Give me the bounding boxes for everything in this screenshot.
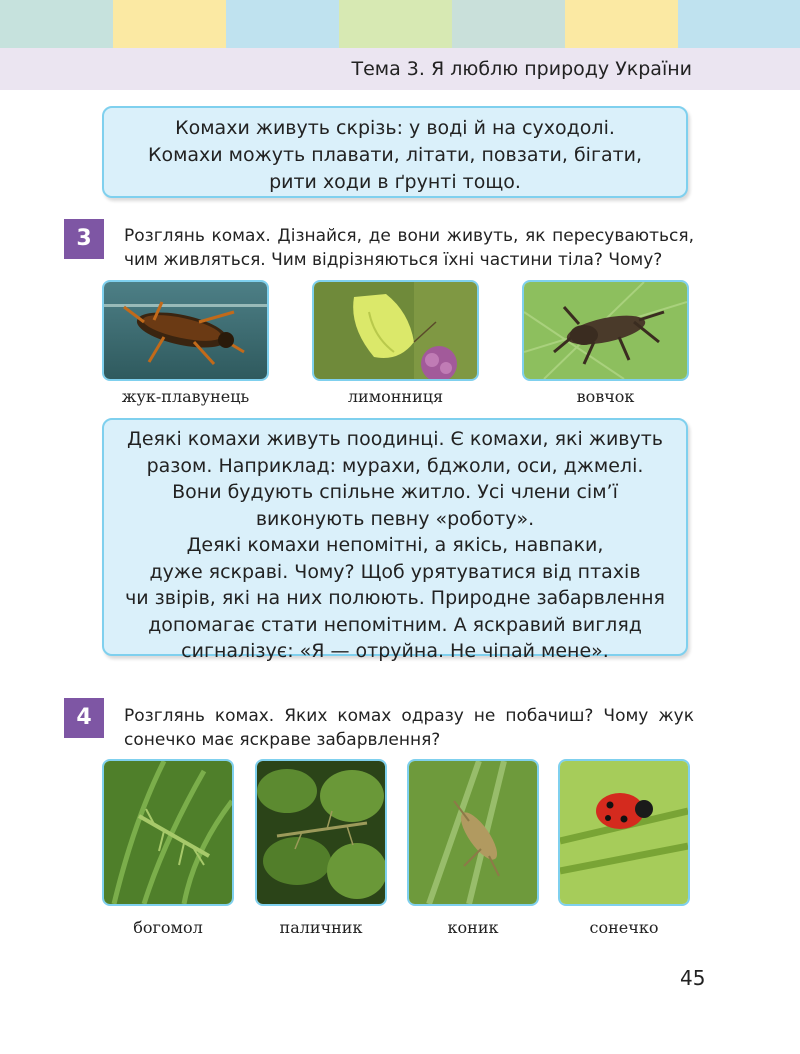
stripe-7: [678, 0, 800, 48]
photo-grasshopper: [407, 759, 539, 906]
task-number-3: 3: [64, 219, 104, 259]
info2-line: сигналізує: «Я — отруйна. Не чіпай мене».: [181, 640, 609, 662]
photo-stick-insect: [255, 759, 387, 906]
info2-line: допомагає стати непомітним. А яскравий вигляд: [148, 613, 642, 636]
task3-text: Розглянь комах. Дізнайся, де вони живуть, як пересуваються, чим живляться. Чим відрізняються їхні частини тіла? Чому?: [124, 226, 694, 270]
info2-line: чи звірів, які на них полюють. Природне забарвлення: [125, 587, 665, 609]
photo-ladybird: [558, 759, 690, 906]
caption-diving-beetle: жук-плавунець: [121, 387, 250, 406]
info2-line: дуже яскраві. Чому? Щоб урятуватися від птахів: [149, 560, 641, 583]
caption-mole-cricket: вовчок: [576, 387, 635, 406]
info-box-social-insects: [102, 418, 688, 662]
stripe-4: [339, 0, 452, 48]
info1-line: рити ходи в ґрунті тощо.: [269, 171, 521, 193]
photo-mole-cricket: [522, 280, 689, 381]
info2-line: Деякі комахи живуть поодинці. Є комахи, які живуть: [127, 428, 663, 450]
caption-stick-insect: паличник: [279, 918, 363, 937]
topic-title: Тема 3. Я люблю природу України: [351, 58, 692, 80]
caption-mantis: богомол: [133, 918, 203, 937]
stripe-3: [226, 0, 339, 48]
page-number: 45: [680, 966, 706, 990]
info2-line: Деякі комахи непомітні, а якісь, навпаки,: [186, 534, 604, 556]
caption-brimstone: лимонниця: [347, 387, 444, 406]
photo-brimstone: [312, 280, 479, 381]
stripe-1: [0, 0, 113, 48]
photo-mantis: [102, 759, 234, 906]
info2-line: виконують певну «роботу».: [255, 507, 535, 530]
caption-ladybird: сонечко: [589, 918, 659, 937]
header-color-stripes: [0, 0, 800, 48]
info1-line: Комахи можуть плавати, літати, повзати, бігати,: [147, 144, 643, 166]
info1-line: Комахи живуть скрізь: у воді й на суходолі.: [175, 117, 615, 139]
info2-line: разом. Наприклад: мурахи, бджоли, оси, джмелі.: [146, 454, 644, 477]
info2-line: Вони будують спільне житло. Усі члени сім’ї: [172, 481, 618, 503]
task-number-4: 4: [64, 698, 104, 738]
stripe-2: [113, 0, 226, 48]
caption-grasshopper: коник: [447, 918, 499, 937]
info-box-habitats: [102, 106, 688, 198]
stripe-6: [565, 0, 678, 48]
task4-text: Розглянь комах. Яких комах одразу не побачиш? Чому жук сонечко має яскраве забарвлення?: [124, 706, 694, 750]
stripe-5: [452, 0, 565, 48]
photo-diving-beetle: [102, 280, 269, 381]
